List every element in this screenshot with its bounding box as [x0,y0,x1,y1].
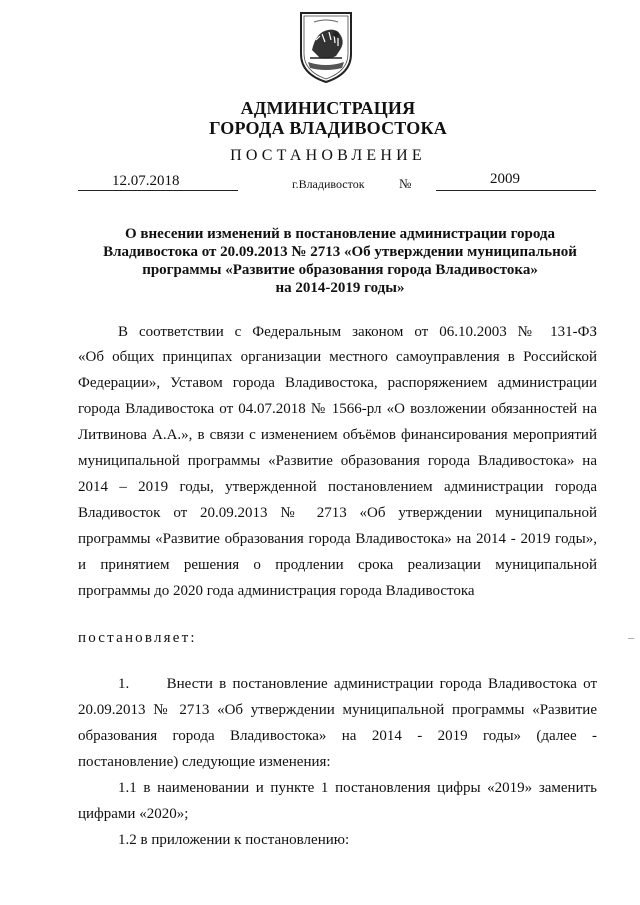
document-number: 2009 [490,171,520,187]
preamble-line: 2014 – 2019 годы, утвержденной постановлением администрации города [78,479,597,495]
document-city: г.Владивосток [292,177,365,191]
number-underline [436,190,596,191]
subject-line: Владивостока от 20.09.2013 № 2713 «Об утверждении муниципальной [103,244,577,260]
preamble-line: «Об общих принципах организации местного самоуправления в Российской [78,349,597,365]
preamble-line: Литвинова А.А.», в связи с изменением объёмов финансирования мероприятий [78,427,597,443]
preamble-line: программы «Развитие образования города Владивостока» на 2014 - 2019 годы», [78,531,597,547]
preamble-line: Владивосток от 20.09.2013 № 2713 «Об утверждении муниципальной [78,505,597,521]
item1-line: 20.09.2013 № 2713 «Об утверждении муниципальной программы «Развитие [78,702,597,718]
preamble-line: муниципальной программы «Развитие образования города Владивостока» на [78,453,597,469]
directive-word: постановляет: [78,630,197,646]
preamble-line: Федерации», Уставом города Владивостока, распоряжением администрации [78,375,597,391]
vladivostok-coat-of-arms-icon [298,10,354,84]
item1-line: образования города Владивостока» на 2014 - 2019 годы» (далее - [78,728,597,744]
item1-1-line: 1.1 в наименовании и пункте 1 постановления цифры «2019» заменить [118,780,597,796]
preamble-line: В соответствии с Федеральным законом от 06.10.2003 № 131-ФЗ [118,324,597,340]
date-underline [78,190,238,191]
subject-line: О внесении изменений в постановление администрации города [124,226,556,242]
preamble-line: программы до 2020 года администрация города Владивостока [78,583,475,599]
org-title-line2: ГОРОДА ВЛАДИВОСТОКА [209,118,447,138]
org-title-line1: АДМИНИСТРАЦИЯ [240,98,416,118]
subject-line: на 2014-2019 годы» [275,280,405,296]
preamble-line: города Владивостока от 04.07.2018 № 1566-рл «О возложении обязанностей на [78,401,597,417]
document-type: ПОСТАНОВЛЕНИЕ [230,147,426,164]
item1-1-line: цифрами «2020»; [78,806,189,822]
subject-line: программы «Развитие образования города Владивостока» [142,262,538,278]
item1-2-line: 1.2 в приложении к постановлению: [118,832,350,848]
number-label: № [399,176,412,191]
margin-mark: – [628,630,634,644]
document-date: 12.07.2018 [112,173,180,189]
item1-line: постановление) следующие изменения: [78,754,331,770]
preamble-line: и принятием решения о продлении срока реализации муниципальной [78,557,597,573]
item1-line: 1. Внести в постановление администрации города Владивостока от [118,676,597,692]
